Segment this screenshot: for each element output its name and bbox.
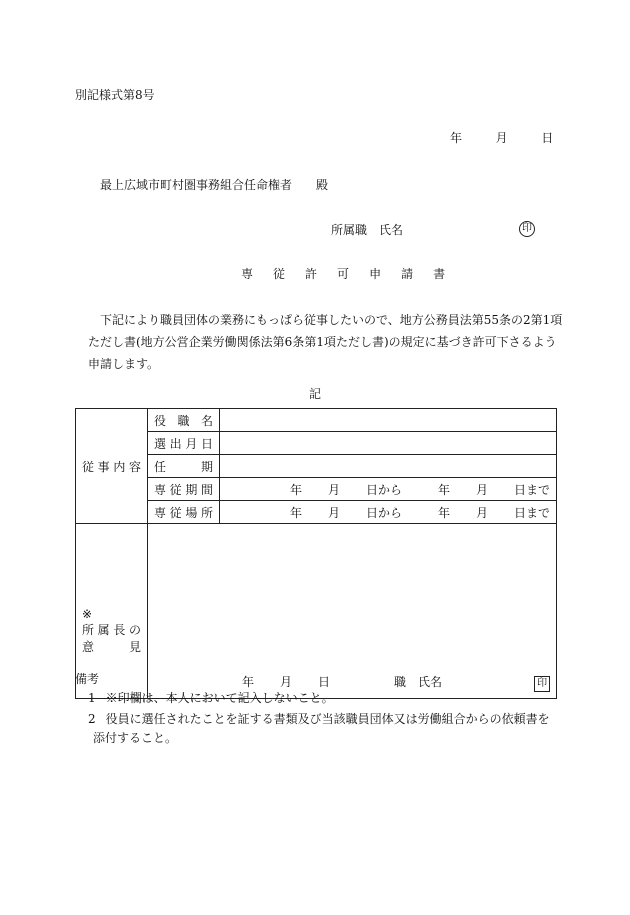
opinion-field[interactable]	[148, 524, 557, 699]
remark-text: 役員に選任されたことを証する書類及び当該職員団体又は労働組合からの依頼書を	[105, 712, 550, 726]
body-line-3: 申請します。	[88, 357, 160, 371]
opinion-label-2: 意見	[82, 640, 141, 654]
date-day: 日	[541, 131, 554, 145]
addressee	[100, 176, 328, 193]
remark-item-1	[88, 689, 334, 706]
table-row	[76, 478, 557, 501]
opinion-row	[76, 524, 557, 699]
remark-num: 1	[88, 691, 96, 705]
place-to-month: 月	[476, 505, 489, 520]
table-row	[76, 409, 557, 432]
body-line-1: 下記により職員団体の業務にもっぱら従事したいので、地方公務員法第55条の2第1項	[100, 313, 563, 327]
opinion-mark: ※	[82, 607, 93, 621]
date-month: 月	[495, 131, 508, 145]
title-char: 許	[305, 267, 318, 281]
addressee-name: 最上広域市町村圏事務組合任命権者	[100, 178, 293, 192]
table-row	[76, 501, 557, 524]
title-char: 専	[241, 267, 254, 281]
title-char: 申	[369, 267, 382, 281]
row-label: 選出月日	[148, 432, 220, 455]
place-field[interactable]	[220, 501, 557, 524]
table-row	[76, 432, 557, 455]
body-line-2: ただし書(地方公営企業労働関係法第6条第1項ただし書)の規定に基づき許可下さるよう	[88, 335, 557, 349]
place-to-day: 日まで	[514, 505, 551, 520]
date-year: 年	[450, 131, 463, 145]
remark-num: 2	[88, 712, 96, 726]
applicant-seal	[519, 220, 535, 237]
opinion-year: 年	[242, 675, 255, 689]
period-from-year: 年	[289, 482, 302, 497]
place-from-day: 日から	[366, 505, 403, 520]
form-number: 別記様式第8号	[75, 88, 155, 102]
remarks-heading: 備考	[75, 672, 100, 686]
row-label: 専従期間	[148, 478, 220, 501]
place-to-year: 年	[438, 505, 451, 520]
period-to-day: 日まで	[514, 482, 551, 497]
title-char: 書	[433, 267, 446, 281]
remark-text: ※印欄は、本人において記入しないこと。	[105, 691, 334, 705]
place-from-month: 月	[327, 505, 340, 520]
opinion-day: 日	[318, 675, 331, 689]
ki-label: 記	[309, 387, 322, 401]
table-row	[76, 455, 557, 478]
row-label: 役職名	[148, 409, 220, 432]
row-value-field[interactable]	[220, 409, 557, 432]
place-from-year: 年	[289, 505, 302, 520]
period-from-day: 日から	[366, 482, 403, 497]
group-label: 従事内容	[82, 459, 141, 474]
opinion-signer: 職 氏名	[394, 675, 443, 689]
row-value-field[interactable]	[220, 432, 557, 455]
seal-icon: 印	[519, 221, 535, 237]
row-value-field[interactable]	[220, 455, 557, 478]
period-to-month: 月	[476, 482, 489, 497]
remark-item-2-cont: 添付すること。	[93, 731, 178, 745]
group-label-cell	[76, 409, 148, 524]
remark-item-2	[88, 710, 550, 727]
applicant-label: 所属職 氏名	[331, 223, 404, 237]
title-char: 請	[401, 267, 414, 281]
addressee-honorific: 殿	[316, 178, 329, 192]
document-title	[241, 265, 445, 282]
title-char: 可	[337, 267, 350, 281]
application-table	[75, 408, 557, 699]
period-field[interactable]	[220, 478, 557, 501]
row-label: 任期	[148, 455, 220, 478]
seal-icon: 印	[534, 676, 550, 692]
opinion-month: 月	[280, 675, 293, 689]
row-label: 専従場所	[148, 501, 220, 524]
period-to-year: 年	[438, 482, 451, 497]
period-from-month: 月	[327, 482, 340, 497]
title-char: 従	[273, 267, 286, 281]
opinion-label-1: 所属長の	[82, 623, 141, 637]
date-line	[450, 129, 553, 146]
